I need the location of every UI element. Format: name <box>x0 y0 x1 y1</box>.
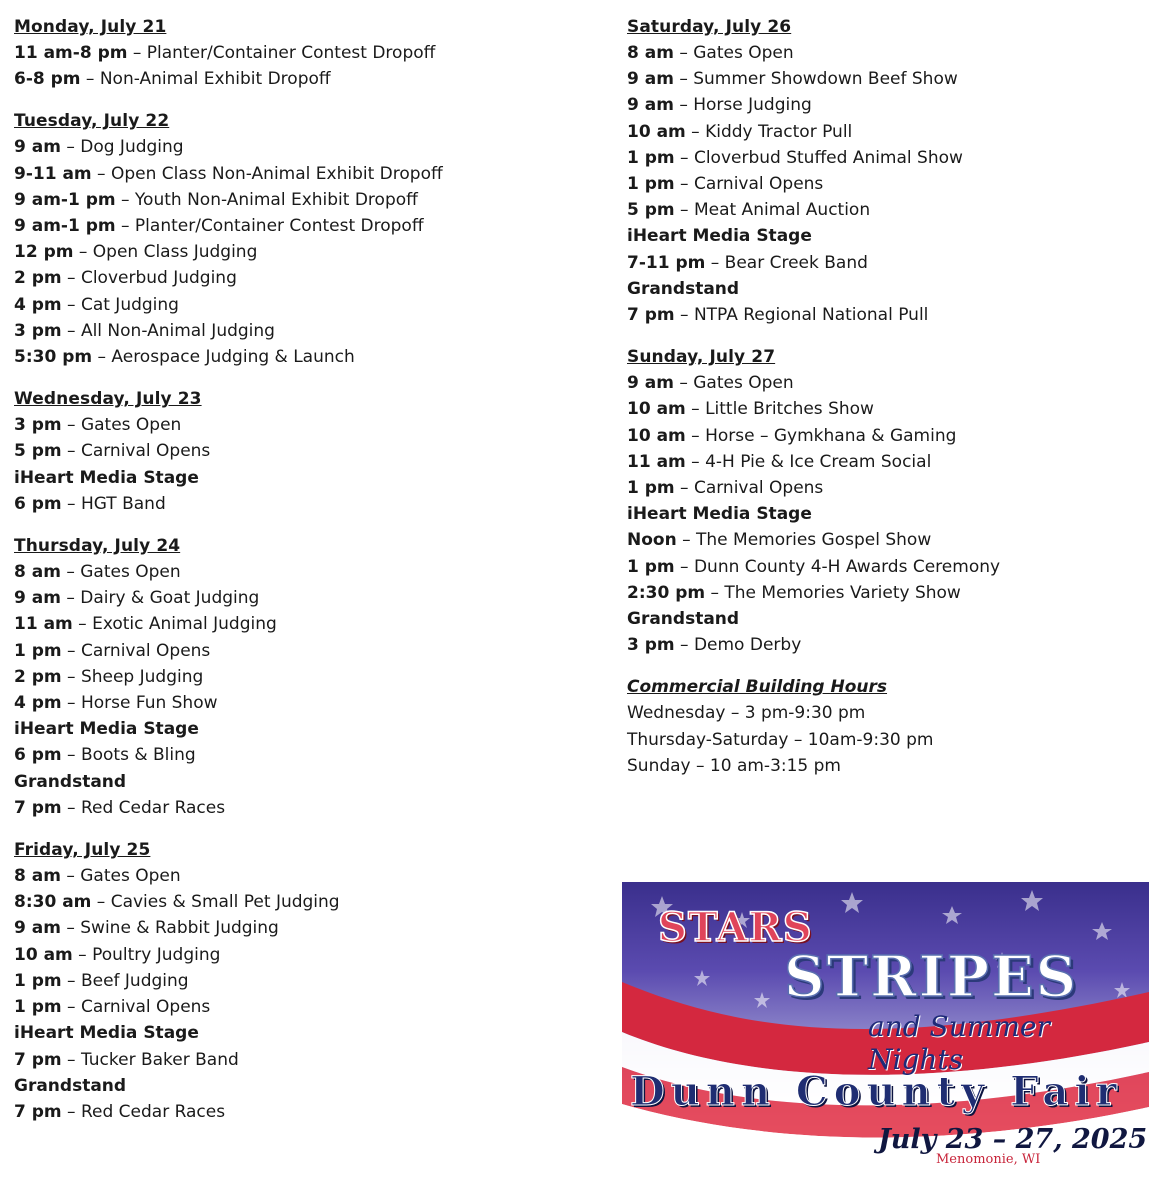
event-time: 1 pm <box>14 997 62 1018</box>
stage-heading: iHeart Media Stage <box>627 504 812 525</box>
day-title: Sunday, July 27 <box>627 347 776 368</box>
schedule-event <box>14 412 604 438</box>
event-time: 9 am <box>627 373 674 394</box>
stage-heading: iHeart Media Stage <box>14 467 199 488</box>
day-section <box>14 837 604 1125</box>
event-time: 7 pm <box>14 1101 62 1122</box>
event-time: 9 am-1 pm <box>14 189 116 210</box>
event-description: – Carnival Opens <box>61 997 211 1018</box>
schedule-event <box>627 250 1157 276</box>
star-shape <box>942 906 962 924</box>
day-title: Tuesday, July 22 <box>14 111 170 132</box>
schedule-event <box>627 423 1157 449</box>
day-title: Monday, July 21 <box>14 17 167 37</box>
day-section <box>14 14 604 92</box>
event-time: 9 am <box>14 918 61 939</box>
stage-heading: Grandstand <box>627 609 740 630</box>
schedule-event <box>14 795 604 821</box>
event-description: – HGT Band <box>61 493 166 514</box>
event-time: 5:30 pm <box>14 347 93 368</box>
event-description: – Beef Judging <box>61 970 189 991</box>
event-time: 9 am <box>627 95 674 116</box>
fair-logo-banner <box>622 882 1149 1180</box>
schedule-event <box>14 863 604 889</box>
schedule-event <box>14 889 604 915</box>
event-time: 3 pm <box>14 415 62 436</box>
event-description: – Gates Open <box>61 415 182 436</box>
event-description: – Gates Open <box>60 866 181 887</box>
schedule-event <box>627 632 1157 658</box>
schedule-event <box>14 742 604 768</box>
event-time: 5 pm <box>14 441 62 462</box>
event-time: 10 am <box>627 399 686 420</box>
event-time: 8:30 am <box>14 892 92 913</box>
schedule-event <box>627 396 1157 422</box>
event-time: 8 am <box>14 562 61 583</box>
star-shape <box>841 892 863 913</box>
schedule-event <box>627 554 1157 580</box>
schedule-event <box>14 344 604 370</box>
event-time: 11 am <box>14 614 73 635</box>
left-column <box>14 14 604 1141</box>
event-time: 1 pm <box>627 556 675 577</box>
event-time: 7-11 pm <box>627 252 706 273</box>
schedule-event <box>14 318 604 344</box>
day-title: Thursday, July 24 <box>14 536 181 557</box>
schedule-event <box>627 66 1157 92</box>
commercial-hours-line: Sunday – 10 am-3:15 pm <box>627 755 841 776</box>
event-time: 10 am <box>14 944 73 965</box>
event-time: 9-11 am <box>14 163 92 184</box>
schedule-event <box>14 915 604 941</box>
schedule-event <box>14 942 604 968</box>
commercial-hours <box>627 674 1157 779</box>
event-description: – Dairy & Goat Judging <box>60 588 260 609</box>
event-description: – Poultry Judging <box>72 944 221 965</box>
schedule-event <box>14 994 604 1020</box>
schedule-event <box>14 559 604 585</box>
event-time: 2:30 pm <box>627 582 706 603</box>
schedule-event <box>14 968 604 994</box>
schedule-event <box>627 171 1157 197</box>
event-description: – Summer Showdown Beef Show <box>673 69 958 90</box>
event-time: 6 pm <box>14 493 62 514</box>
day-title: Saturday, July 26 <box>627 17 792 37</box>
schedule-event <box>14 213 604 239</box>
event-description: – The Memories Variety Show <box>705 582 961 603</box>
event-time: 1 pm <box>627 147 675 168</box>
event-description: – Gates Open <box>673 43 794 63</box>
banner-stars-text: STARS <box>658 904 813 951</box>
event-time: 9 am <box>627 69 674 90</box>
event-description: – Non-Animal Exhibit Dropoff <box>80 69 331 90</box>
event-description: – Bear Creek Band <box>705 252 868 273</box>
schedule-event <box>14 40 604 66</box>
event-time: 2 pm <box>14 666 62 687</box>
schedule-event <box>627 145 1157 171</box>
right-column <box>627 14 1157 779</box>
day-title: Wednesday, July 23 <box>14 389 202 410</box>
event-time: 9 am <box>14 588 61 609</box>
banner-stripes-text: STRIPES <box>784 944 1079 1010</box>
schedule-event <box>627 475 1157 501</box>
event-description: – Carnival Opens <box>674 174 824 195</box>
schedule-event <box>14 187 604 213</box>
star-shape <box>1092 922 1112 940</box>
event-description: – Aerospace Judging & Launch <box>92 347 355 368</box>
schedule-event <box>14 491 604 517</box>
event-time: 1 pm <box>14 970 62 991</box>
event-description: – Gates Open <box>60 562 181 583</box>
schedule-event <box>627 119 1157 145</box>
day-title: Friday, July 25 <box>14 840 151 861</box>
schedule-event <box>627 197 1157 223</box>
event-time: 6 pm <box>14 745 62 766</box>
schedule-event <box>627 40 1157 66</box>
schedule-event <box>627 370 1157 396</box>
schedule-event <box>627 92 1157 118</box>
event-description: – Cloverbud Judging <box>61 268 237 289</box>
stage-heading: iHeart Media Stage <box>14 719 199 740</box>
event-description: – All Non-Animal Judging <box>61 320 275 341</box>
schedule-event <box>627 302 1157 328</box>
schedule-event <box>14 1099 604 1125</box>
event-description: – The Memories Gospel Show <box>676 530 932 551</box>
event-description: – Dog Judging <box>60 137 184 158</box>
event-description: – Kiddy Tractor Pull <box>685 121 853 142</box>
schedule-event <box>14 134 604 160</box>
event-time: 4 pm <box>14 693 62 714</box>
schedule-event <box>14 690 604 716</box>
banner-summer-nights-text: and Summer Nights <box>868 1010 1050 1076</box>
event-description: – Cat Judging <box>61 294 179 315</box>
stage-heading: Grandstand <box>627 278 740 299</box>
star-shape <box>754 992 770 1008</box>
schedule-event <box>627 449 1157 475</box>
event-time: 8 am <box>14 866 61 887</box>
event-time: Noon <box>627 530 677 551</box>
event-time: 11 am-8 pm <box>14 43 128 63</box>
event-description: – Sheep Judging <box>61 666 204 687</box>
event-time: 1 pm <box>14 640 62 661</box>
stage-heading: iHeart Media Stage <box>14 1023 199 1044</box>
event-description: – Exotic Animal Judging <box>72 614 277 635</box>
event-description: – Meat Animal Auction <box>674 200 871 221</box>
day-section <box>627 14 1157 328</box>
day-section <box>14 386 604 517</box>
event-description: – Boots & Bling <box>61 745 196 766</box>
event-time: 7 pm <box>14 797 62 818</box>
event-time: 7 pm <box>627 305 675 326</box>
event-description: – Horse – Gymkhana & Gaming <box>685 425 957 446</box>
schedule-event <box>14 292 604 318</box>
event-time: 4 pm <box>14 294 62 315</box>
event-time: 7 pm <box>14 1049 62 1070</box>
event-time: 10 am <box>627 425 686 446</box>
schedule-event <box>14 161 604 187</box>
event-description: – Cloverbud Stuffed Animal Show <box>674 147 963 168</box>
event-description: – Carnival Opens <box>61 640 211 661</box>
schedule-event <box>14 1047 604 1073</box>
star-shape <box>1114 982 1130 998</box>
day-section <box>14 533 604 821</box>
day-section <box>627 344 1157 658</box>
schedule-event <box>14 611 604 637</box>
event-time: 3 pm <box>14 320 62 341</box>
event-description: – NTPA Regional National Pull <box>674 305 929 326</box>
banner-location: Menomonie, WI <box>936 1152 1041 1167</box>
day-section <box>14 108 604 370</box>
event-time: 10 am <box>627 121 686 142</box>
event-description: – Horse Judging <box>673 95 812 116</box>
event-description: – Open Class Non-Animal Exhibit Dropoff <box>91 163 443 184</box>
event-time: 5 pm <box>627 200 675 221</box>
event-description: – Planter/Container Contest Dropoff <box>127 43 436 63</box>
event-description: – Planter/Container Contest Dropoff <box>115 216 424 237</box>
schedule-event <box>14 585 604 611</box>
schedule-event <box>14 265 604 291</box>
banner-fair-name: Dunn County Fair <box>630 1068 1123 1115</box>
event-time: 2 pm <box>14 268 62 289</box>
event-description: – Swine & Rabbit Judging <box>60 918 279 939</box>
event-time: 1 pm <box>627 478 675 499</box>
schedule-event <box>627 580 1157 606</box>
event-description: – Tucker Baker Band <box>61 1049 239 1070</box>
event-time: 1 pm <box>627 174 675 195</box>
schedule-event <box>14 664 604 690</box>
event-time: 9 am-1 pm <box>14 216 116 237</box>
schedule-event <box>14 66 604 92</box>
event-description: – Demo Derby <box>674 635 802 656</box>
star-shape <box>1021 890 1043 911</box>
star-shape <box>694 970 710 986</box>
event-description: – Open Class Judging <box>73 242 258 263</box>
commercial-hours-line: Wednesday – 3 pm-9:30 pm <box>627 703 866 724</box>
event-description: – Cavies & Small Pet Judging <box>91 892 340 913</box>
event-time: 3 pm <box>627 635 675 656</box>
event-description: – Horse Fun Show <box>61 693 218 714</box>
schedule-event <box>14 239 604 265</box>
schedule-event <box>14 438 604 464</box>
schedule-event <box>14 638 604 664</box>
commercial-hours-title: Commercial Building Hours <box>627 677 888 698</box>
event-description: – 4-H Pie & Ice Cream Social <box>685 451 932 472</box>
event-description: – Carnival Opens <box>674 478 824 499</box>
event-time: 11 am <box>627 451 686 472</box>
banner-dates: July 23 – 27, 2025 <box>878 1124 1148 1155</box>
schedule-event <box>627 527 1157 553</box>
event-time: 6-8 pm <box>14 69 81 90</box>
event-description: – Youth Non-Animal Exhibit Dropoff <box>115 189 418 210</box>
event-description: – Red Cedar Races <box>61 1101 226 1122</box>
event-description: – Carnival Opens <box>61 441 211 462</box>
stage-heading: Grandstand <box>14 771 127 792</box>
commercial-hours-line: Thursday-Saturday – 10am-9:30 pm <box>627 729 934 750</box>
event-time: 9 am <box>14 137 61 158</box>
event-time: 12 pm <box>14 242 74 263</box>
event-description: – Little Britches Show <box>685 399 874 420</box>
event-description: – Dunn County 4-H Awards Ceremony <box>674 556 1001 577</box>
event-description: – Red Cedar Races <box>61 797 226 818</box>
event-description: – Gates Open <box>673 373 794 394</box>
event-time: 8 am <box>627 43 674 63</box>
stage-heading: Grandstand <box>14 1075 127 1096</box>
stage-heading: iHeart Media Stage <box>627 226 812 247</box>
